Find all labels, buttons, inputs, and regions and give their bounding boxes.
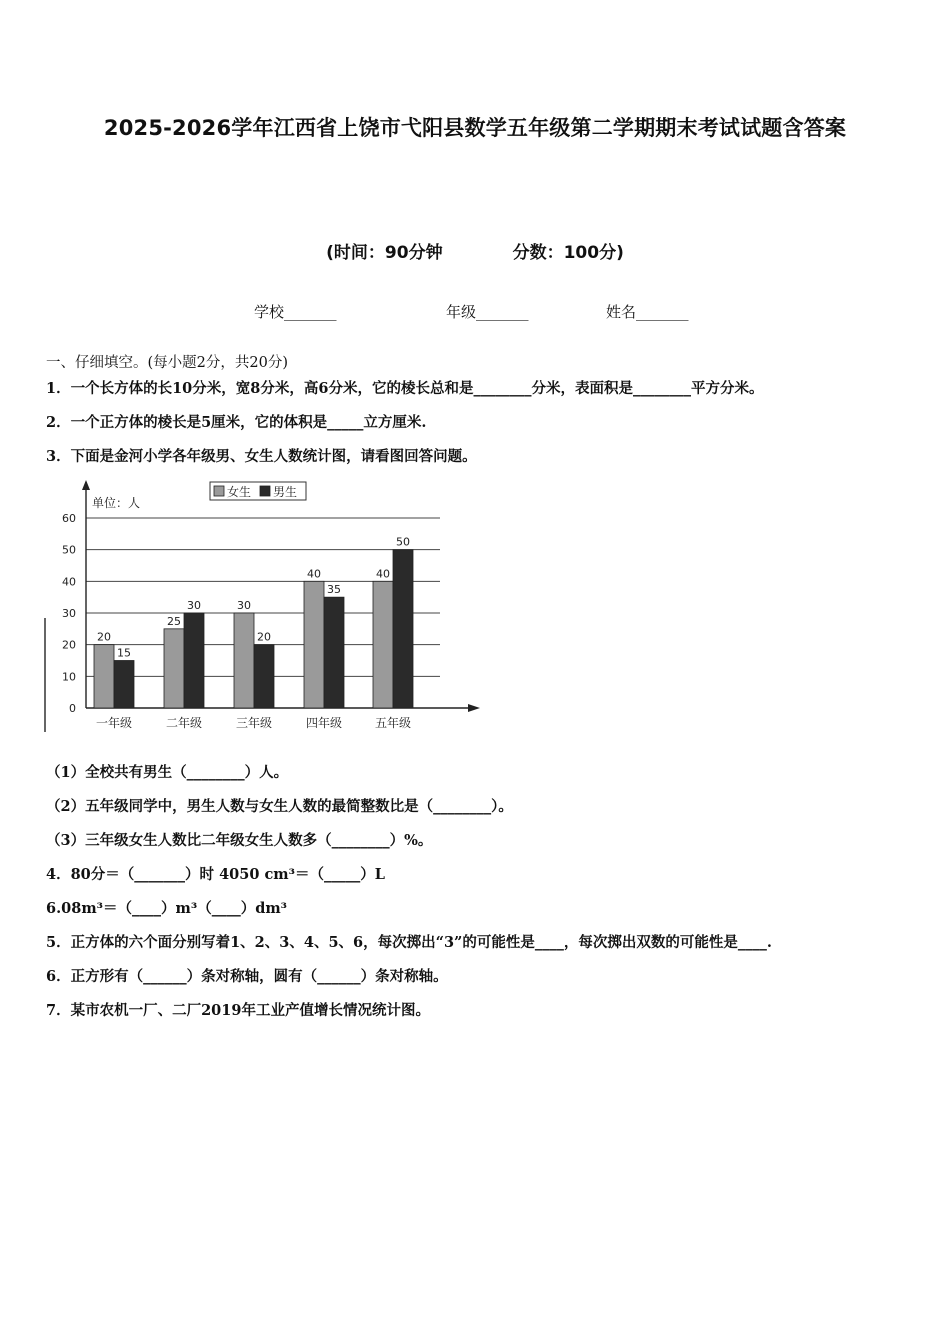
data-label-1-2: 20 bbox=[257, 630, 271, 644]
question-5: 5．正方体的六个面分别写着1、2、3、4、5、6，每次掷出“3”的可能性是____，每次掷出双数的可能性是____. bbox=[46, 934, 772, 951]
data-label-1-3: 35 bbox=[327, 583, 341, 597]
x-tick-label-0: 一年级 bbox=[95, 716, 133, 730]
bar-0-0 bbox=[94, 645, 114, 708]
document-title: 2025-2026学年江西省上饶市弋阳县数学五年级第二学期期末考试试题含答案 bbox=[103, 116, 847, 140]
question-6: 6．正方形有（______）条对称轴，圆有（______）条对称轴。 bbox=[46, 968, 448, 985]
grade-field: 年级_______ bbox=[446, 303, 529, 321]
question-1: 1．一个长方体的长10分米，宽8分米，高6分米，它的棱长总和是________分米，表面积是________平方分米。 bbox=[46, 380, 764, 397]
unit-label: 单位：人 bbox=[92, 496, 141, 510]
y-tick-label-50: 50 bbox=[62, 543, 76, 557]
bar-1-0 bbox=[114, 661, 134, 709]
chart-svg bbox=[42, 476, 488, 738]
question-3-1: （1）全校共有男生（________）人。 bbox=[46, 764, 289, 781]
question-3: 3．下面是金河小学各年级男、女生人数统计图，请看图回答问题。 bbox=[46, 448, 477, 465]
legend-label-0: 女生 bbox=[227, 485, 252, 499]
name-field: 姓名_______ bbox=[606, 303, 689, 321]
bar-1-3 bbox=[324, 597, 344, 708]
data-label-0-4: 40 bbox=[376, 567, 390, 581]
question-4-line-2: 6.08m³＝（____）m³（____）dm³ bbox=[46, 900, 288, 917]
legend-swatch-1 bbox=[260, 486, 270, 496]
question-4-line-1: 4．80分＝（_______）时 4050 cm³＝（_____）L bbox=[46, 866, 385, 883]
question-2: 2．一个正方体的棱长是5厘米，它的体积是_____立方厘米. bbox=[46, 414, 427, 431]
bar-0-3 bbox=[304, 581, 324, 708]
y-tick-label-40: 40 bbox=[62, 575, 76, 589]
bar-0-1 bbox=[164, 629, 184, 708]
data-label-0-1: 25 bbox=[167, 614, 181, 628]
data-label-0-0: 20 bbox=[97, 630, 111, 644]
question-3-2: （2）五年级同学中，男生人数与女生人数的最简整数比是（________）。 bbox=[46, 798, 513, 815]
data-label-1-1: 30 bbox=[187, 599, 201, 612]
legend-swatch-0 bbox=[214, 486, 224, 496]
question-7: 7．某市农机一厂、二厂2019年工业产值增长情况统计图。 bbox=[46, 1002, 430, 1019]
exam-meta bbox=[0, 238, 950, 263]
x-tick-label-4: 五年级 bbox=[374, 716, 412, 730]
bar-1-1 bbox=[184, 613, 204, 708]
school-field: 学校_______ bbox=[254, 303, 337, 321]
y-tick-label-0: 0 bbox=[69, 702, 76, 715]
x-tick-label-3: 四年级 bbox=[305, 716, 343, 730]
question-3-3: （3）三年级女生人数比二年级女生人数多（________）%。 bbox=[46, 832, 433, 849]
data-label-0-3: 40 bbox=[307, 567, 321, 581]
y-axis-arrow bbox=[82, 480, 90, 490]
data-label-0-2: 30 bbox=[237, 599, 251, 612]
y-tick-label-20: 20 bbox=[62, 638, 76, 652]
legend-label-1: 男生 bbox=[273, 485, 298, 499]
bar-0-2 bbox=[234, 613, 254, 708]
bar-1-2 bbox=[254, 645, 274, 708]
x-axis-arrow bbox=[468, 704, 480, 712]
bar-1-4 bbox=[393, 550, 413, 708]
section-heading: 一、仔细填空。(每小题2分，共20分) bbox=[46, 355, 288, 371]
y-tick-label-30: 30 bbox=[62, 607, 76, 620]
bar-0-4 bbox=[373, 581, 393, 708]
data-label-1-4: 50 bbox=[396, 535, 410, 549]
y-tick-label-10: 10 bbox=[62, 670, 76, 684]
y-tick-label-60: 60 bbox=[62, 512, 76, 525]
score-label: 分数：100分) bbox=[512, 243, 624, 263]
time-label: (时间：90分钟 bbox=[326, 243, 443, 263]
x-tick-label-2: 三年级 bbox=[235, 716, 273, 730]
data-label-1-0: 15 bbox=[117, 646, 131, 660]
grade-gender-bar-chart bbox=[42, 476, 488, 738]
x-tick-label-1: 二年级 bbox=[165, 716, 203, 730]
